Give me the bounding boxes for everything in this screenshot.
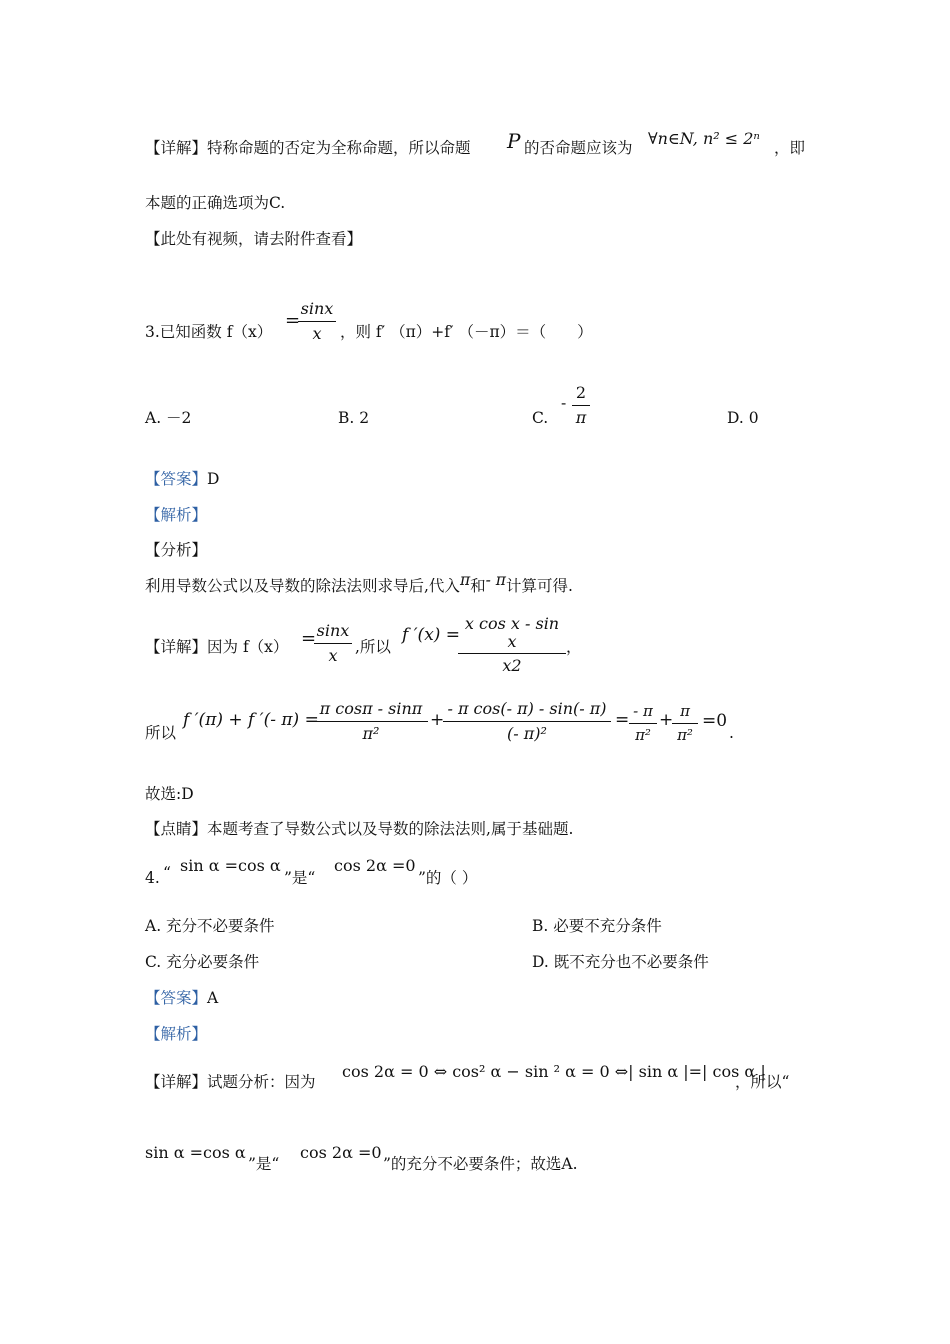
q4-line2-tail: ”的充分不必要条件；故选A. — [383, 1155, 578, 1173]
q3-option-b: B. 2 — [338, 409, 370, 427]
detail-text: 特称命题的否定为全称命题，所以命题 — [207, 139, 471, 157]
plus-sign-2: + — [659, 710, 674, 730]
q4-quote-open: “ — [163, 864, 171, 882]
q4-number: 4. — [145, 869, 160, 887]
q3-fraction — [298, 300, 336, 342]
q3-choose: 故选:D — [145, 785, 194, 803]
t1-num: π cosπ - sinπ — [319, 699, 423, 718]
fenxi-text-b: 和 — [470, 577, 486, 595]
sum-result: =0 — [702, 711, 728, 731]
proposition-p: P — [507, 129, 521, 153]
answer-value: A — [207, 989, 219, 1007]
dianjing-text: 本题考查了导数公式以及导数的除法法则,属于基础题. — [207, 820, 574, 838]
q3-eq: = — [285, 310, 301, 331]
q4-detail-formula: cos 2α = 0 ⇔ cos² α − sin ² α = 0 ⇔| sin α |=| cos α | — [342, 1062, 766, 1081]
c-den: π — [575, 407, 587, 427]
deriv-den: x2 — [502, 656, 522, 676]
derivative-lhs: f ′(x) = — [402, 625, 461, 645]
fraction-bar — [443, 721, 611, 722]
sum-dot: . — [729, 724, 734, 742]
term2-fraction — [443, 700, 611, 742]
p2-conclusion: 本题的正确选项为C. — [145, 194, 286, 212]
detail-label: 【详解】 — [145, 1073, 208, 1091]
term3-fraction — [629, 703, 657, 743]
t3-num: - π — [633, 702, 653, 720]
p2-detail-text3: ，即 — [774, 139, 806, 157]
detail-frac-num: sinx — [316, 621, 350, 640]
q3-detail-line — [145, 640, 288, 656]
p2-detail-line1 — [145, 141, 471, 157]
detail-text-b: ,所以 — [355, 638, 391, 656]
q4-detail-line1 — [145, 1075, 316, 1091]
q4-detail-text-b: ，所以“ — [735, 1073, 790, 1091]
q4-line2-cond2: cos 2α =0 — [300, 1143, 382, 1162]
q3-frac-num: sinx — [300, 299, 334, 318]
term4-fraction — [672, 703, 698, 743]
q3-fenxi-line — [145, 571, 573, 595]
q4-analysis-label: 【解析】 — [145, 1025, 208, 1043]
q3-detail-fraction — [314, 622, 352, 664]
negation-formula: ∀n∈N, n² ≤ 2ⁿ — [648, 129, 760, 148]
fraction-bar — [672, 723, 698, 724]
detail-text-a: 试题分析：因为 — [207, 1073, 316, 1091]
answer-label: 【答案】 — [145, 989, 208, 1007]
equals-sign: = — [615, 710, 630, 730]
detail-frac-den: x — [328, 645, 338, 665]
q4-line2-is: ”是“ — [248, 1155, 280, 1173]
fenxi-text-c: 计算可得. — [506, 577, 573, 595]
fraction-bar — [314, 721, 428, 722]
q3-analysis-label: 【解析】 — [145, 506, 208, 524]
t4-den: π² — [677, 725, 693, 744]
derivative-fraction — [458, 615, 566, 675]
q4-line2-cond1: sin α =cos α — [145, 1143, 246, 1162]
q3-frac-den: x — [312, 323, 322, 343]
fraction-bar — [458, 653, 566, 654]
t3-den: π² — [635, 725, 651, 744]
fenxi-negpi: - π — [485, 571, 506, 589]
sum-lhs: f ′(π) + f ′(- π) = — [183, 710, 319, 730]
q4-quote-is: ”是“ — [284, 869, 316, 887]
fraction-bar — [572, 405, 590, 406]
p2-detail-text2: 的否命题应该为 — [524, 139, 633, 157]
q3-option-c-fraction — [572, 384, 590, 426]
t4-num: π — [680, 702, 690, 720]
q4-cond2: cos 2α =0 — [334, 856, 416, 875]
plus-sign: + — [430, 710, 445, 730]
fraction-bar — [629, 723, 657, 724]
detail-text-c: ， — [566, 638, 582, 656]
t2-den: (- π)² — [507, 723, 547, 743]
fraction-bar — [314, 643, 352, 644]
t2-num: - π cos(- π) - sin(- π) — [447, 699, 607, 718]
sum-prefix: 所以 — [145, 724, 177, 742]
c-num: 2 — [575, 383, 587, 402]
term1-fraction — [314, 700, 428, 742]
q3-option-c-prefix: C. — [532, 409, 549, 427]
detail-label: 【详解】 — [145, 638, 208, 656]
q3-dianjing — [145, 822, 573, 838]
answer-value: D — [207, 470, 220, 488]
deriv-num: x cos x - sin x — [464, 614, 560, 651]
q4-option-c: C. 充分必要条件 — [145, 953, 260, 971]
detail-text-a: 因为 f（x） — [207, 638, 289, 656]
q4-option-d: D. 既不充分也不必要条件 — [532, 953, 709, 971]
q3-stem-a: 3.已知函数 f（x） — [145, 323, 273, 341]
fenxi-pi: π — [459, 571, 471, 589]
q4-cond1: sin α =cos α — [180, 856, 281, 875]
dianjing-label: 【点睛】 — [145, 820, 208, 838]
fraction-bar — [298, 321, 336, 322]
fenxi-text-a: 利用导数公式以及导数的除法法则求导后,代入 — [145, 577, 460, 595]
video-note: 【此处有视频，请去附件查看】 — [145, 230, 363, 248]
q3-option-a: A. －2 — [145, 409, 192, 427]
q3-fenxi-label: 【分析】 — [145, 541, 208, 559]
q4-option-a: A. 充分不必要条件 — [145, 917, 275, 935]
detail-label: 【详解】 — [145, 139, 208, 157]
q3-answer — [145, 472, 219, 488]
q4-option-b: B. 必要不充分条件 — [532, 917, 662, 935]
q3-option-c-sign: - — [561, 394, 567, 412]
detail-eq: = — [301, 628, 317, 649]
q3-stem-b: ，则 f′ （π）+f′ （－π）＝（ ） — [340, 323, 593, 341]
q3-option-d: D. 0 — [727, 409, 759, 427]
q4-tail: ”的（ ） — [418, 869, 478, 887]
q4-answer — [145, 991, 218, 1007]
answer-label: 【答案】 — [145, 470, 208, 488]
t1-den: π² — [362, 723, 380, 743]
